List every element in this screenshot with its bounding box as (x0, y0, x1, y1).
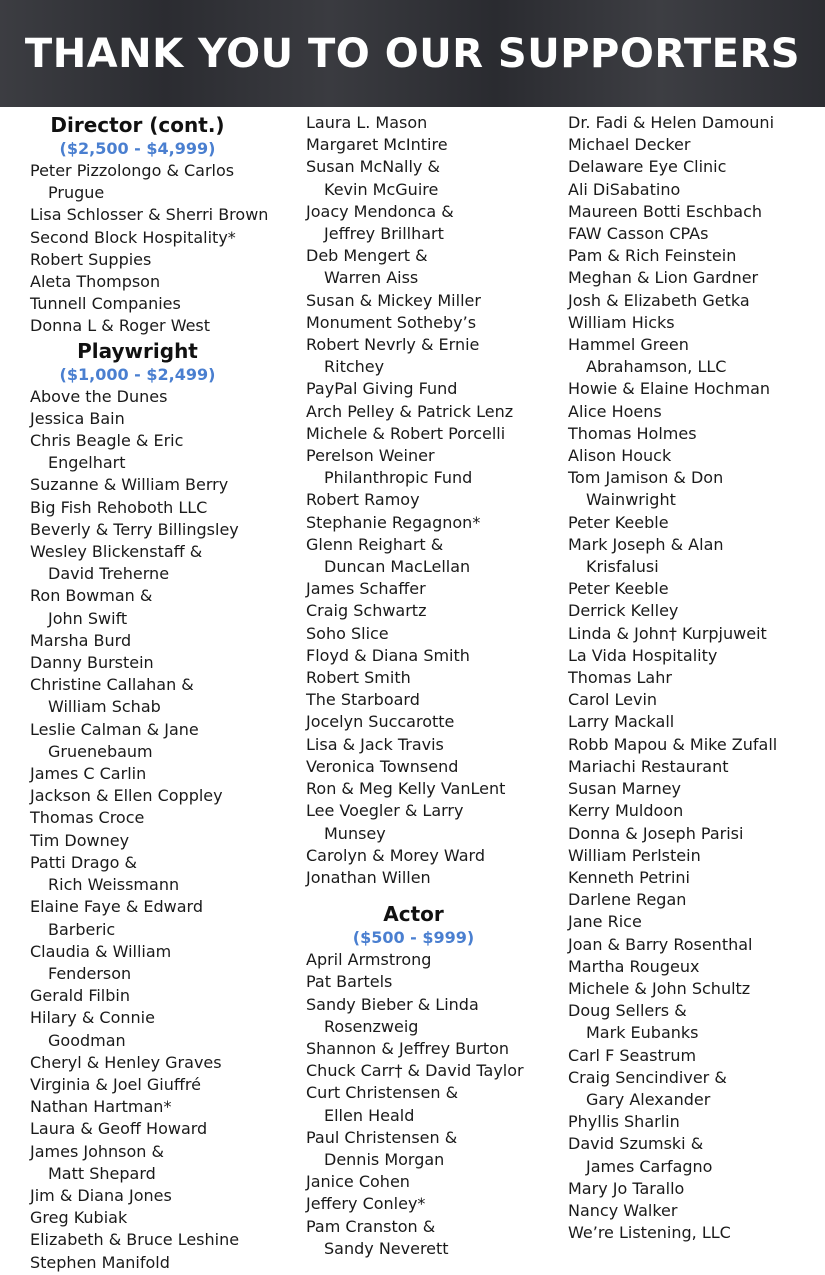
supporter-name-line: Leslie Calman & Jane (30, 719, 199, 739)
supporter-name (30, 852, 290, 896)
supporter-name-continued: Barberic (48, 919, 116, 939)
supporter-name-line: Donna L & Roger West (30, 316, 211, 336)
supporter-name-line: Chris Beagle & Eric (30, 431, 184, 451)
supporter-name-line: Monument Sotheby’s (306, 312, 477, 332)
supporter-name (568, 889, 825, 911)
supporter-name (30, 160, 290, 204)
supporter-name-line: FAW Casson CPAs (568, 224, 709, 244)
supporter-name (568, 512, 825, 534)
supporter-name-line: Howie & Elaine Hochman (568, 379, 771, 399)
supporter-name-line: Phyllis Sharlin (568, 1112, 680, 1132)
supporter-name-line: Beverly & Terry Billingsley (30, 519, 239, 539)
tier-title: Director (cont.) (50, 113, 225, 137)
supporter-name-line: Laura & Geoff Howard (30, 1119, 208, 1139)
supporter-name (568, 534, 825, 578)
supporter-name-line: Mariachi Restaurant (568, 756, 729, 776)
supporter-name-continued: Gary Alexander (586, 1089, 711, 1109)
supporter-name (306, 1193, 566, 1215)
supporter-name-continued: John Swift (48, 608, 128, 628)
supporter-name-line: Hammel Green (568, 335, 689, 355)
supporter-name-line: Pat Bartels (306, 972, 393, 992)
supporter-name (568, 1111, 825, 1133)
supporter-name (568, 867, 825, 889)
supporter-name-line: Dr. Fadi & Helen Damouni (568, 113, 775, 132)
supporter-name-line: Patti Drago & (30, 852, 138, 872)
supporter-name-line: Susan McNally & (306, 157, 440, 177)
supporter-name-continued: Jeffrey Brillhart (324, 224, 444, 244)
supporter-name-line: Shannon & Jeffrey Burton (306, 1038, 510, 1058)
supporter-name (30, 474, 290, 496)
tier-range: ($500 - $999) (352, 928, 475, 948)
supporter-name-line: Linda & John† Kurpjuweit (568, 623, 767, 643)
supporter-name (306, 489, 566, 511)
supporter-name-line: Derrick Kelley (568, 601, 679, 621)
supporter-name-line: Danny Burstein (30, 653, 154, 673)
supporter-name-continued: Goodman (48, 1030, 126, 1050)
supporter-name-line: PayPal Giving Fund (306, 379, 458, 399)
supporter-name (306, 1060, 566, 1082)
supporter-name (30, 985, 290, 1007)
supporter-name-continued: Krisfalusi (586, 557, 659, 577)
supporter-name-continued: William Schab (48, 697, 161, 717)
supporter-name-line: Curt Christensen & (306, 1083, 459, 1103)
supporter-name (306, 401, 566, 423)
page-title: THANK YOU TO OUR SUPPORTERS (24, 30, 801, 77)
supporter-name (568, 267, 825, 289)
supporter-name-line: Laura L. Mason (306, 113, 428, 132)
supporter-name-line: Delaware Eye Clinic (568, 157, 727, 177)
supporter-name-line: James Johnson & (30, 1141, 164, 1161)
tier-range: ($1,000 - $2,499) (59, 364, 216, 384)
supporter-name (30, 1229, 290, 1251)
tier-range: ($2,500 - $4,999) (59, 139, 216, 158)
supporter-name-line: Craig Schwartz (306, 601, 427, 621)
supporter-name (568, 1200, 825, 1222)
supporters-column-2 (306, 112, 566, 1260)
supporter-name (306, 734, 566, 756)
supporter-name (306, 112, 566, 134)
supporter-name (568, 156, 825, 178)
supporter-name (30, 497, 290, 519)
supporter-name (30, 1074, 290, 1096)
supporter-name (30, 1118, 290, 1140)
tier-heading (306, 901, 521, 949)
supporter-name (568, 134, 825, 156)
supporter-name-line: Jocelyn Succarotte (306, 712, 455, 732)
supporter-name (30, 227, 290, 249)
supporter-name-line: David Szumski & (568, 1134, 704, 1154)
supporter-name (30, 630, 290, 652)
supporter-name (306, 949, 566, 971)
supporter-name-continued: Sandy Neverett (324, 1238, 449, 1258)
supporter-name (306, 1082, 566, 1126)
supporter-name (568, 911, 825, 933)
supporter-name-continued: Rich Weissmann (48, 875, 180, 895)
supporter-name-line: Lee Voegler & Larry (306, 801, 464, 821)
supporter-name (568, 445, 825, 467)
supporter-name-line: Robert Ramoy (306, 490, 420, 510)
supporter-name-line: Robb Mapou & Mike Zufall (568, 734, 778, 754)
supporter-name (306, 312, 566, 334)
supporter-name (30, 430, 290, 474)
supporter-name-continued: Mark Eubanks (586, 1023, 699, 1043)
supporter-name (568, 578, 825, 600)
supporter-name-line: Lisa Schlosser & Sherri Brown (30, 205, 269, 225)
supporter-name-line: Thomas Holmes (568, 423, 697, 443)
supporter-name (306, 667, 566, 689)
supporter-name-line: Carol Levin (568, 690, 658, 710)
supporter-name-line: Floyd & Diana Smith (306, 645, 470, 665)
supporter-name (30, 1207, 290, 1229)
supporter-name-line: Mark Joseph & Alan (568, 534, 724, 554)
supporter-name-line: Perelson Weiner (306, 446, 435, 466)
supporter-name (30, 941, 290, 985)
supporter-name-continued: Prugue (48, 183, 105, 203)
supporter-name-line: Glenn Reighart & (306, 534, 444, 554)
supporter-name-line: Susan Marney (568, 779, 682, 799)
supporter-name-line: Robert Suppies (30, 249, 152, 269)
supporter-name (306, 645, 566, 667)
supporter-name-line: Pam & Rich Feinstein (568, 246, 737, 266)
supporter-name (30, 204, 290, 226)
supporter-name-line: Greg Kubiak (30, 1208, 128, 1228)
supporter-name (306, 623, 566, 645)
supporter-name (568, 401, 825, 423)
supporter-name (306, 334, 566, 378)
supporter-name (568, 734, 825, 756)
supporter-name-line: The Starboard (306, 690, 420, 710)
supporter-name-line: Gerald Filbin (30, 986, 130, 1006)
supporter-name-line: Above the Dunes (30, 386, 168, 406)
supporter-name (568, 667, 825, 689)
supporter-name-line: Thomas Croce (30, 808, 145, 828)
supporter-name-line: Paul Christensen & (306, 1127, 458, 1147)
supporter-name (306, 578, 566, 600)
supporter-name (306, 423, 566, 445)
supporter-name-line: Larry Mackall (568, 712, 675, 732)
supporter-name-line: Jackson & Ellen Coppley (30, 786, 223, 806)
supporter-name-line: Jonathan Willen (306, 867, 431, 887)
supporter-name (568, 1067, 825, 1111)
supporter-name (30, 763, 290, 785)
supporter-name-line: Robert Smith (306, 668, 411, 688)
supporter-name (568, 312, 825, 334)
supporter-name-line: Kerry Muldoon (568, 801, 684, 821)
supporter-name-line: Josh & Elizabeth Getka (568, 290, 750, 310)
supporter-name-continued: Rosenzweig (324, 1016, 419, 1036)
supporter-name (306, 689, 566, 711)
supporter-name-line: Jessica Bain (30, 408, 125, 428)
supporter-name (30, 1096, 290, 1118)
supporter-name (306, 534, 566, 578)
supporter-name-line: Alison Houck (568, 446, 672, 466)
supporter-name-line: Nancy Walker (568, 1200, 678, 1220)
supporter-name-line: Arch Pelley & Patrick Lenz (306, 401, 514, 421)
tier-heading (30, 112, 245, 160)
supporter-name-line: Christine Callahan & (30, 675, 194, 695)
supporter-name-line: Mary Jo Tarallo (568, 1178, 685, 1198)
supporters-column-3 (568, 112, 825, 1244)
supporter-name-line: April Armstrong (306, 950, 432, 970)
supporter-name (306, 290, 566, 312)
supporter-name-line: Suzanne & William Berry (30, 475, 229, 495)
supporter-name-continued: Dennis Morgan (324, 1149, 445, 1169)
supporter-name-line: Joan & Barry Rosenthal (568, 934, 753, 954)
supporter-name (30, 293, 290, 315)
supporter-name (306, 756, 566, 778)
supporter-name-line: Claudia & William (30, 941, 172, 961)
supporter-name-line: Tim Downey (30, 830, 130, 850)
supporter-name-continued: Duncan MacLellan (324, 557, 471, 577)
supporter-name-continued: Ritchey (324, 357, 385, 377)
supporter-name-continued: Kevin McGuire (324, 179, 439, 199)
supporter-name (568, 778, 825, 800)
supporter-name-line: Wesley Blickenstaff & (30, 542, 203, 562)
supporter-name (306, 445, 566, 489)
supporter-name (30, 519, 290, 541)
supporter-name-line: Jane Rice (568, 912, 642, 932)
supporter-name-line: Marsha Burd (30, 630, 132, 650)
supporter-name-continued: Philanthropic Fund (324, 468, 473, 488)
supporter-name (306, 971, 566, 993)
supporter-name-line: Stephanie Regagnon* (306, 512, 481, 532)
supporter-name (568, 600, 825, 622)
supporter-name (306, 201, 566, 245)
supporter-name (30, 386, 290, 408)
supporter-name-line: Janice Cohen (306, 1172, 410, 1192)
supporter-name (568, 711, 825, 733)
supporter-name-line: Aleta Thompson (30, 272, 161, 292)
supporter-name-line: Hilary & Connie (30, 1008, 155, 1028)
supporter-name-continued: Fenderson (48, 963, 132, 983)
supporter-name-line: Elizabeth & Bruce Leshine (30, 1230, 240, 1250)
supporter-name-line: Maureen Botti Eschbach (568, 201, 763, 221)
supporter-name (30, 785, 290, 807)
supporter-name (568, 334, 825, 378)
supporter-name-continued: Ellen Heald (324, 1105, 415, 1125)
supporter-name-line: Ron Bowman & (30, 586, 153, 606)
supporter-name (30, 249, 290, 271)
supporter-name-line: Virginia & Joel Giuffré (30, 1074, 201, 1094)
supporter-name (306, 845, 566, 867)
supporter-name-continued: Abrahamson, LLC (586, 357, 727, 377)
supporter-name (568, 823, 825, 845)
supporter-name-line: Margaret McIntire (306, 135, 448, 155)
supporter-name-line: Peter Pizzolongo & Carlos (30, 161, 235, 180)
supporter-name-continued: David Treherne (48, 564, 170, 584)
supporter-name-line: Thomas Lahr (568, 668, 672, 688)
supporter-name-continued: Engelhart (48, 453, 126, 473)
supporter-name-line: James C Carlin (30, 764, 147, 784)
supporter-name (568, 1045, 825, 1067)
supporter-name (30, 271, 290, 293)
supporter-name-line: Lisa & Jack Travis (306, 734, 444, 754)
supporter-name (568, 1178, 825, 1200)
supporter-name (30, 830, 290, 852)
supporter-name-line: Tunnell Companies (30, 294, 181, 314)
supporter-name-line: Elaine Faye & Edward (30, 897, 203, 917)
section-spacer (306, 889, 566, 901)
supporter-name-line: Big Fish Rehoboth LLC (30, 497, 208, 517)
supporter-name (568, 756, 825, 778)
supporter-name-line: Sandy Bieber & Linda (306, 994, 479, 1014)
supporter-name-line: Soho Slice (306, 623, 389, 643)
supporter-name (30, 541, 290, 585)
supporter-name-line: Ron & Meg Kelly VanLent (306, 779, 506, 799)
supporter-name (30, 315, 290, 337)
supporter-name (306, 378, 566, 400)
supporter-name (30, 674, 290, 718)
supporter-name (306, 994, 566, 1038)
supporter-name (568, 245, 825, 267)
supporter-name (568, 290, 825, 312)
supporter-name-line: William Perlstein (568, 845, 701, 865)
supporter-name-continued: Gruenebaum (48, 741, 153, 761)
supporter-name (306, 512, 566, 534)
supporter-name-line: Jeffery Conley* (306, 1194, 426, 1214)
supporter-name-line: Stephen Manifold (30, 1252, 170, 1272)
supporter-name-line: Carl F Seastrum (568, 1045, 697, 1065)
supporter-name-line: Ali DiSabatino (568, 179, 681, 199)
tier-heading (30, 338, 245, 386)
supporter-name-line: La Vida Hospitality (568, 645, 718, 665)
supporter-name (306, 134, 566, 156)
supporter-name (306, 867, 566, 889)
supporter-name (568, 934, 825, 956)
tier-title: Playwright (77, 338, 198, 363)
supporter-name (568, 423, 825, 445)
supporter-name (568, 467, 825, 511)
supporter-name-line: James Schaffer (306, 579, 426, 599)
header-banner (0, 0, 825, 107)
supporter-name-line: Tom Jamison & Don (568, 468, 724, 488)
supporter-name-line: Pam Cranston & (306, 1216, 436, 1236)
supporter-name-line: Alice Hoens (568, 401, 662, 421)
supporter-name (568, 1222, 825, 1244)
supporter-name (30, 408, 290, 430)
supporter-name (306, 800, 566, 844)
supporter-name (568, 112, 825, 134)
supporter-name (306, 156, 566, 200)
supporter-name-continued: Wainwright (586, 490, 676, 510)
supporter-name-line: Michael Decker (568, 135, 691, 155)
tier-title: Actor (383, 902, 444, 927)
supporter-name-line: William Hicks (568, 312, 675, 332)
supporter-name (30, 1052, 290, 1074)
supporter-name (30, 1185, 290, 1207)
supporter-name-line: Jim & Diana Jones (30, 1185, 172, 1205)
supporter-name-line: Susan & Mickey Miller (306, 290, 481, 310)
supporter-name (306, 1038, 566, 1060)
supporter-name (568, 645, 825, 667)
supporter-name-line: We’re Listening, LLC (568, 1223, 731, 1243)
supporter-name (568, 689, 825, 711)
supporter-name-line: Joacy Mendonca & (306, 201, 454, 221)
supporter-name (568, 623, 825, 645)
supporter-name-line: Veronica Townsend (306, 756, 459, 776)
supporter-name (30, 1252, 290, 1274)
supporter-name (568, 1133, 825, 1177)
supporter-name-line: Carolyn & Morey Ward (306, 845, 485, 865)
supporter-name (568, 845, 825, 867)
supporters-column-1 (30, 112, 290, 1274)
supporter-name (568, 179, 825, 201)
supporter-name (568, 800, 825, 822)
supporter-name (306, 1216, 566, 1260)
supporter-name (30, 807, 290, 829)
supporter-name (30, 896, 290, 940)
supporter-name (30, 1007, 290, 1051)
supporter-name-line: Michele & John Schultz (568, 978, 751, 998)
supporter-name-line: Darlene Regan (568, 890, 687, 910)
supporter-name (306, 600, 566, 622)
supporter-name (30, 719, 290, 763)
supporter-name-line: Nathan Hartman* (30, 1097, 172, 1117)
supporter-name (306, 711, 566, 733)
supporter-name-continued: Warren Aiss (324, 268, 419, 288)
supporter-name-line: Deb Mengert & (306, 246, 428, 266)
supporter-name (568, 1000, 825, 1044)
supporter-name (306, 245, 566, 289)
supporter-name (568, 223, 825, 245)
supporter-name-continued: Matt Shepard (48, 1163, 156, 1183)
supporter-name-line: Robert Nevrly & Ernie (306, 335, 480, 355)
supporter-name-line: Peter Keeble (568, 512, 669, 532)
supporter-name (568, 201, 825, 223)
supporter-name (306, 1171, 566, 1193)
supporter-name-continued: Munsey (324, 823, 386, 843)
supporter-name-line: Peter Keeble (568, 579, 669, 599)
supporter-name (30, 652, 290, 674)
supporter-name-continued: James Carfagno (586, 1156, 713, 1176)
supporter-name (30, 585, 290, 629)
supporter-name (306, 1127, 566, 1171)
supporter-name (306, 778, 566, 800)
supporter-name-line: Second Block Hospitality* (30, 227, 236, 247)
supporter-name (568, 378, 825, 400)
supporter-name-line: Donna & Joseph Parisi (568, 823, 744, 843)
supporter-name-line: Cheryl & Henley Graves (30, 1052, 222, 1072)
supporter-name (568, 956, 825, 978)
supporter-name-line: Meghan & Lion Gardner (568, 268, 759, 288)
supporter-name (30, 1141, 290, 1185)
supporter-name-line: Craig Sencindiver & (568, 1067, 727, 1087)
supporter-name-line: Doug Sellers & (568, 1001, 687, 1021)
supporter-name-line: Martha Rougeux (568, 956, 700, 976)
supporter-name-line: Chuck Carr† & David Taylor (306, 1061, 524, 1081)
supporter-name-line: Michele & Robert Porcelli (306, 423, 506, 443)
supporter-name-line: Kenneth Petrini (568, 867, 690, 887)
supporter-name (568, 978, 825, 1000)
